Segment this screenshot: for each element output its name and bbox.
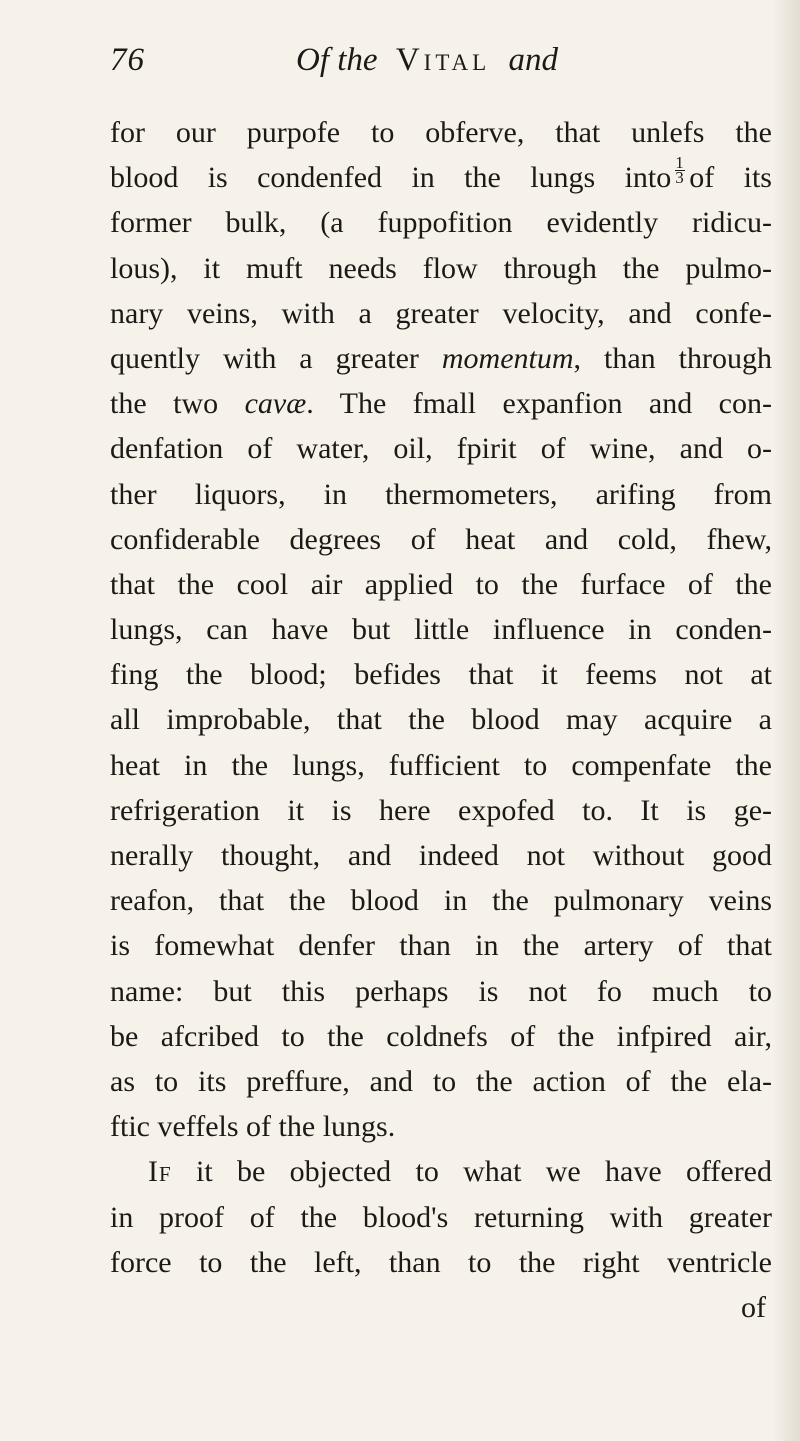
italic-term-momentum: momentum: [441, 341, 574, 375]
text-line: lous), it muft needs flow through the pulmo-: [110, 251, 772, 285]
italic-term-cavae: cavæ: [244, 387, 307, 421]
text-line: in proof of the blood's returning with greater: [110, 1200, 772, 1234]
text-line: confiderable degrees of heat and cold, fhew,: [110, 522, 772, 556]
text-line: former bulk, (a fuppofition evidently ridicu-: [110, 206, 772, 240]
running-head: [296, 42, 558, 79]
text-line: [110, 155, 772, 200]
fraction-one-third: [675, 153, 685, 188]
text-line: refrigeration it is here expofed to. It is ge-: [110, 793, 772, 827]
text-line: reafon, that the blood in the pulmonary veins: [110, 884, 772, 918]
text-span: quently with a greater: [110, 341, 419, 375]
text-span: the two: [110, 387, 219, 421]
text-line: fing the blood; befides that it feems not at: [110, 658, 772, 692]
text-line: heat in the lungs, fufficient to compenfate the: [110, 748, 772, 782]
page-number: 76: [110, 42, 145, 78]
running-head-vital: Vital: [395, 42, 491, 78]
text-line: name: but this perhaps is not fo much to: [110, 974, 772, 1008]
text-line: as to its preffure, and to the action of the ela-: [110, 1064, 772, 1098]
text-line: for our purpofe to obferve, that unlefs the: [110, 116, 772, 149]
catchword: of: [741, 1290, 766, 1324]
fraction-numerator: 1: [675, 153, 684, 173]
text-line: ftic veffels of the lungs.: [110, 1110, 396, 1144]
text-line: [110, 336, 772, 381]
text-line: [110, 381, 772, 426]
fraction-denominator: 3: [675, 168, 684, 188]
text-span: it be objected to what we have offered: [195, 1155, 772, 1189]
text-span: , than through: [573, 341, 772, 375]
text-line: is fomewhat denfer than in the artery of that: [110, 929, 772, 963]
body-text: [110, 110, 772, 1330]
page-edge-shadow: [772, 0, 800, 1441]
text-line: lungs, can have but little influence in conden-: [110, 613, 772, 647]
text-line: all improbable, that the blood may acquire a: [110, 703, 772, 737]
text-line: denfation of water, oil, fpirit of wine, and o-: [110, 432, 772, 466]
page-header: [110, 42, 770, 92]
text-line: that the cool air applied to the furface of the: [110, 567, 772, 601]
text-line: [110, 1149, 772, 1194]
running-head-and: and: [508, 42, 558, 78]
text-span: of its: [689, 161, 772, 195]
text-line: be afcribed to the coldnefs of the infpired air,: [110, 1019, 772, 1053]
paragraph-initial: If: [148, 1155, 172, 1189]
running-head-of: Of the: [296, 42, 378, 78]
text-span: . The fmall expanfion and con-: [306, 387, 772, 421]
text-line: nerally thought, and indeed not without good: [110, 839, 772, 872]
text-line: ther liquors, in thermometers, arifing from: [110, 477, 772, 511]
text-line: force to the left, than to the right ventricle: [110, 1245, 772, 1279]
text-line: nary veins, with a greater velocity, and confe-: [110, 296, 772, 330]
text-span: blood is condenfed in the lungs into: [110, 161, 672, 195]
